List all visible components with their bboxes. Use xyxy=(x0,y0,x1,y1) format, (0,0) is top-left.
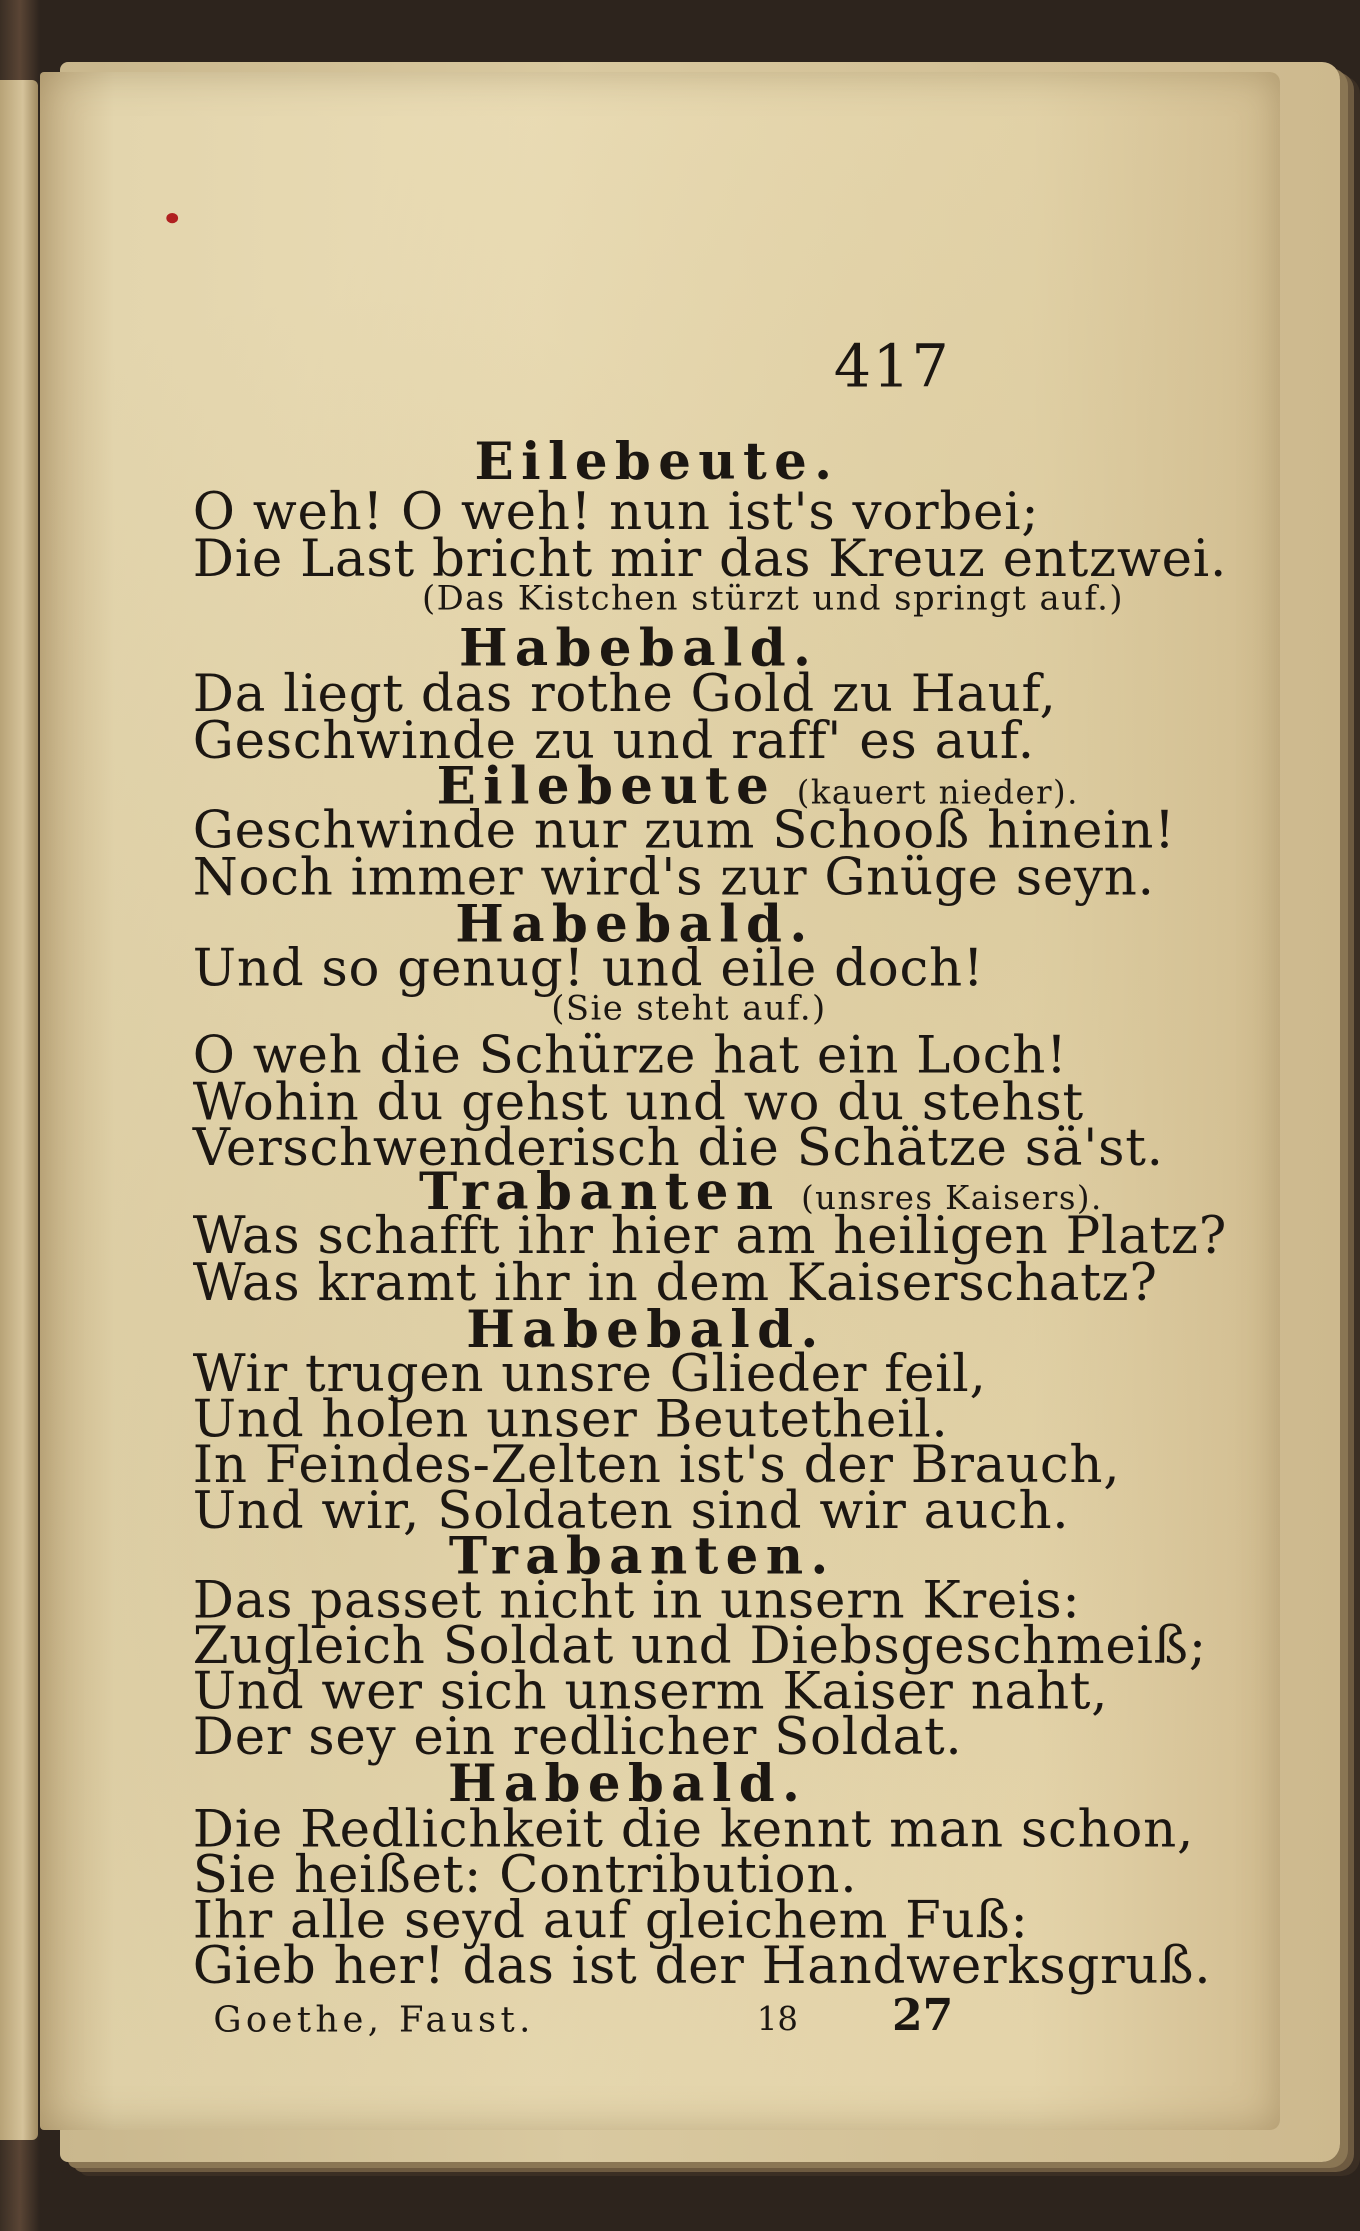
speaker-name: Trabanten xyxy=(419,1161,781,1223)
running-footer-title: Goethe, Faust. xyxy=(213,1999,535,2041)
speaker-name: Habebald. xyxy=(466,1300,826,1361)
book-page xyxy=(40,72,1280,2130)
verse-line: Die Redlichkeit die kennt man schon, xyxy=(192,1801,1195,1860)
verse-line: Und wer sich unserm Kaiser naht, xyxy=(192,1662,1109,1722)
verse-line: Geschwinde nur zum Schooß hinein! xyxy=(192,802,1176,861)
verse-line: Was kramt ihr in dem Kaiserschatz? xyxy=(192,1254,1158,1314)
verse-line: O weh! O weh! nun ist's vorbei; xyxy=(192,483,1040,543)
verse-line: Und so genug! und eile doch! xyxy=(192,940,985,999)
page-number: 417 xyxy=(833,333,951,402)
verse-line: Noch immer wird's zur Gnüge seyn. xyxy=(192,849,1155,908)
speaker-note: (kauert nieder). xyxy=(796,775,1079,813)
speaker-name: Eilebeute xyxy=(436,756,777,817)
verse-line: Da liegt das rothe Gold zu Hauf, xyxy=(192,665,1057,725)
verse-line: Der sey ein redlicher Soldat. xyxy=(192,1708,963,1768)
verse-line: Das passet nicht in unsern Kreis: xyxy=(192,1571,1081,1631)
stage-direction: (Das Kistchen stürzt und springt auf.) xyxy=(421,580,1125,619)
verse-line: Und wir, Soldaten sind wir auch. xyxy=(192,1482,1070,1541)
speaker-name: Habebald. xyxy=(458,618,819,679)
verse-line: Gieb her! das ist der Handwerksgruß. xyxy=(192,1937,1212,1997)
verse-line: Zugleich Soldat und Diebsgeschmeiß; xyxy=(192,1617,1207,1677)
verse-line: Wir trugen unsre Glieder feil, xyxy=(192,1345,987,1405)
verse-line: O weh die Schürze hat ein Loch! xyxy=(192,1026,1068,1086)
verse-line: Verschwenderisch die Schätze sä'st. xyxy=(192,1119,1164,1179)
speaker-name: Eilebeute. xyxy=(474,431,840,493)
speaker-name: Habebald. xyxy=(455,894,815,955)
speaker-name: Trabanten. xyxy=(448,1526,836,1587)
stage-direction: (Sie steht auf.) xyxy=(551,990,827,1029)
speaker-name: Habebald. xyxy=(447,1754,808,1815)
speaker-note: (unsres Kaisers). xyxy=(801,1181,1103,1218)
verse-line: Wohin du gehst und wo du stehst xyxy=(192,1073,1084,1133)
verse-line: Geschwinde zu und raff' es auf. xyxy=(192,712,1035,772)
sheet-number: 27 xyxy=(892,1990,954,2042)
signature-mark: 18 xyxy=(756,2002,799,2039)
verse-line: Die Last bricht mir das Kreuz entzwei. xyxy=(192,530,1228,590)
verse-line: Ihr alle seyd auf gleichem Fuß: xyxy=(192,1892,1029,1951)
verse-line: Sie heißet: Contribution. xyxy=(192,1846,858,1906)
verse-line: In Feindes-Zelten ist's der Brauch, xyxy=(192,1436,1121,1496)
verse-line: Und holen unser Beutetheil. xyxy=(192,1391,949,1450)
page-text xyxy=(40,72,1360,2231)
verse-line: Was schafft ihr hier am heiligen Platz? xyxy=(192,1207,1228,1267)
ink-speck xyxy=(166,213,178,223)
